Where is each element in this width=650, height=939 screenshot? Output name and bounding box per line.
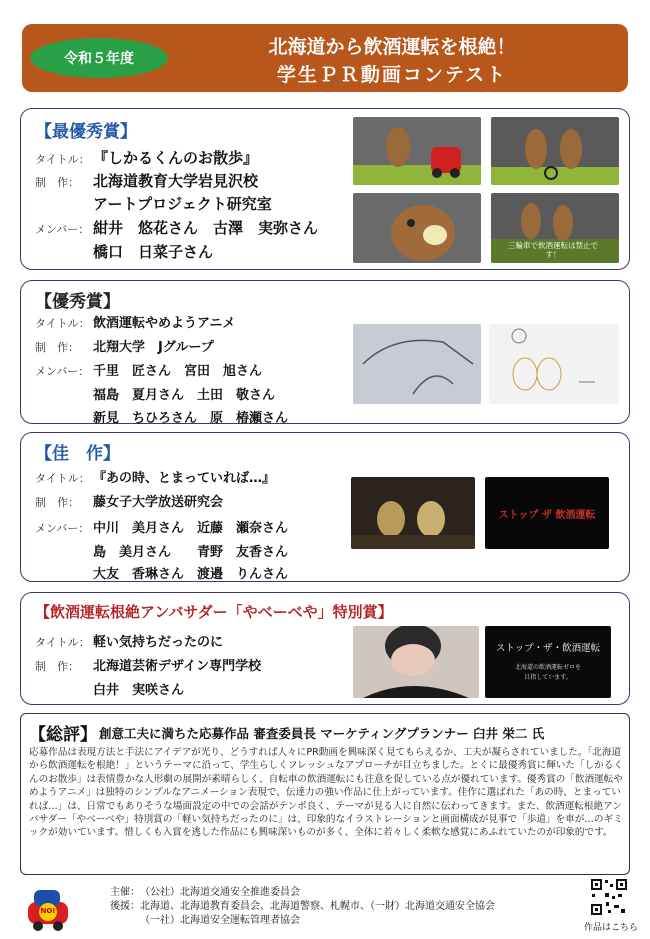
maker-label: 制 作： bbox=[35, 176, 79, 189]
page-title-line1: 北海道から飲酒運転を根絶！ bbox=[268, 36, 516, 58]
maker-row bbox=[35, 655, 261, 674]
maker: 北海道芸術デザイン専門学校 bbox=[93, 659, 262, 674]
thumbnail-caption: 三輪車で飲酒運転は禁止です！ bbox=[508, 241, 598, 259]
members-row bbox=[35, 217, 318, 238]
maker: 北翔大学 Jグループ bbox=[93, 340, 214, 355]
members-cont: 福島 夏月さん 土田 敬さん bbox=[93, 388, 276, 403]
title-label: タイトル： bbox=[35, 153, 90, 166]
video-thumbnail bbox=[491, 117, 619, 185]
header-banner bbox=[22, 24, 628, 92]
members-label: メンバー： bbox=[35, 223, 90, 236]
maker: 北海道教育大学岩見沢校 bbox=[93, 172, 259, 190]
members-cont: 新見 ちひろさん 原 椿瀬さん bbox=[93, 411, 289, 426]
credits bbox=[110, 886, 495, 928]
maker-cont: アートプロジェクト研究室 bbox=[93, 195, 272, 213]
review-body: 応募作品は表現方法と手法にアイデアが光り、どうすれば人々にPR動画を興味深く見てもらえるか、工夫が凝らされていました。「北海道から飲酒運転を根絶！」というテーマに沿って、学生らしくフレッシュなアプローチが目立ちました。とくに最優秀賞に輝いた「しかるくんのお散歩」は表情豊かな人形劇の展開が素晴らしく、自転車の飲酒運転にも注意を促している点が優れています。優秀賞の「飲酒運転やめようアニメ」は独特のシンプルなアニメーション表現で、伝達力の強い作品に仕上がっています。佳作に選ばれた「あの時、とまっていれば…」は、日常でもありそうな場面設定の中での会話がテンポ良く、テーマが見る人に自然に伝わってきます。また、飲酒運転根絶アンバサダー「やべーべや」特別賞の「軽い気持ちだったのに」は、印象的なイラストレーションと画面構成が見事で「歩道」を車が…のギミックが効いています。惜しくも入賞を逃した作品にも興味深いものが多く、全体に若々しく柔軟な感覚にあふれていたのが印象的です。 bbox=[29, 747, 623, 839]
title-label: タイトル： bbox=[35, 317, 90, 330]
review-box bbox=[20, 713, 630, 875]
members-label: メンバー： bbox=[35, 522, 90, 535]
title-row bbox=[35, 467, 275, 486]
members: 紺井 悠花さん 古澤 実弥さん bbox=[93, 219, 319, 237]
title-row bbox=[35, 147, 258, 168]
video-thumbnail bbox=[489, 324, 619, 404]
thumbnail-subcaption: 目指しています。 bbox=[524, 674, 572, 681]
maker: 藤女子大学放送研究会 bbox=[93, 495, 224, 510]
award-box-special bbox=[20, 592, 630, 705]
title-row bbox=[35, 631, 223, 650]
support: 北海道、北海道教育委員会、北海道警察、札幌市、（一財）北海道交通安全協会 bbox=[140, 901, 495, 912]
members-row bbox=[35, 360, 262, 379]
era-badge: 令和５年度 bbox=[30, 38, 168, 78]
work-title: 『しかるくんのお散歩』 bbox=[93, 149, 259, 167]
video-thumbnail bbox=[353, 193, 481, 263]
members: 中川 美月さん 近藤 瀬奈さん bbox=[93, 521, 289, 536]
members-cont: 橋口 日菜子さん bbox=[93, 243, 214, 261]
title-row bbox=[35, 312, 235, 331]
award-name: 【佳 作】 bbox=[35, 444, 120, 464]
award-name: 【優秀賞】 bbox=[35, 292, 120, 312]
maker-label: 制 作： bbox=[35, 341, 79, 354]
work-title: 軽い気持ちだったのに bbox=[93, 635, 224, 650]
thumbnail-caption: ストップ・ザ・飲酒運転 bbox=[495, 643, 601, 654]
members-row bbox=[35, 517, 288, 536]
qr-label: 作品はこちら bbox=[584, 923, 639, 933]
maker-row bbox=[35, 336, 214, 355]
video-thumbnail bbox=[491, 193, 619, 263]
work-title: 飲酒運転やめようアニメ bbox=[93, 316, 236, 331]
video-thumbnail bbox=[485, 477, 609, 549]
work-title: 『あの時、とまっていれば…』 bbox=[93, 471, 276, 486]
host-row bbox=[110, 886, 495, 900]
title-label: タイトル： bbox=[35, 636, 90, 649]
members-cont: 島 美月さん 青野 友香さん bbox=[93, 545, 289, 560]
members: 千里 匠さん 宮田 旭さん bbox=[93, 364, 263, 379]
video-thumbnail bbox=[353, 626, 479, 698]
maker-label: 制 作： bbox=[35, 496, 79, 509]
maker-label: 制 作： bbox=[35, 660, 79, 673]
support-cont: （一社）北海道安全運転管理者協会 bbox=[140, 915, 300, 926]
video-thumbnail bbox=[351, 477, 475, 549]
support-row-cont bbox=[110, 914, 495, 928]
video-thumbnail bbox=[353, 324, 481, 404]
host-label: 主催： bbox=[110, 887, 140, 898]
support-label: 後援： bbox=[110, 901, 140, 912]
maker-row bbox=[35, 170, 258, 191]
review-subtitle: 創意工夫に満ちた応募作品 審査委員長 マーケティングプランナー 臼井 栄二 氏 bbox=[99, 726, 545, 741]
video-thumbnail bbox=[353, 117, 481, 185]
thumbnail-caption: ストップ ザ 飲酒運転 bbox=[498, 510, 596, 521]
review-heading: 【総評】 bbox=[29, 725, 97, 745]
award-box-excellence bbox=[20, 280, 630, 424]
award-box-grand bbox=[20, 108, 630, 270]
maker-row bbox=[35, 491, 223, 510]
qr-code[interactable] bbox=[590, 878, 628, 916]
logo-text: NO! bbox=[40, 907, 56, 915]
host: （公社）北海道交通安全推進委員会 bbox=[140, 887, 300, 898]
thumbnail-subcaption: 北海道の飲酒運転ゼロを bbox=[514, 664, 581, 671]
title-label: タイトル： bbox=[35, 472, 90, 485]
award-name: 【飲酒運転根絶アンバサダー「やべーべや」特別賞】 bbox=[35, 603, 393, 621]
award-name: 【最優秀賞】 bbox=[35, 122, 137, 142]
maker-cont: 白井 実咲さん bbox=[93, 683, 185, 698]
video-thumbnail bbox=[485, 626, 611, 698]
award-box-honorable bbox=[20, 432, 630, 582]
members-cont: 大友 香琳さん 渡邉 りんさん bbox=[93, 567, 289, 582]
page-title-line2: 学生ＰＲ動画コンテスト bbox=[276, 64, 508, 86]
logo bbox=[22, 880, 74, 932]
support-row bbox=[110, 900, 495, 914]
members-label: メンバー： bbox=[35, 365, 90, 378]
